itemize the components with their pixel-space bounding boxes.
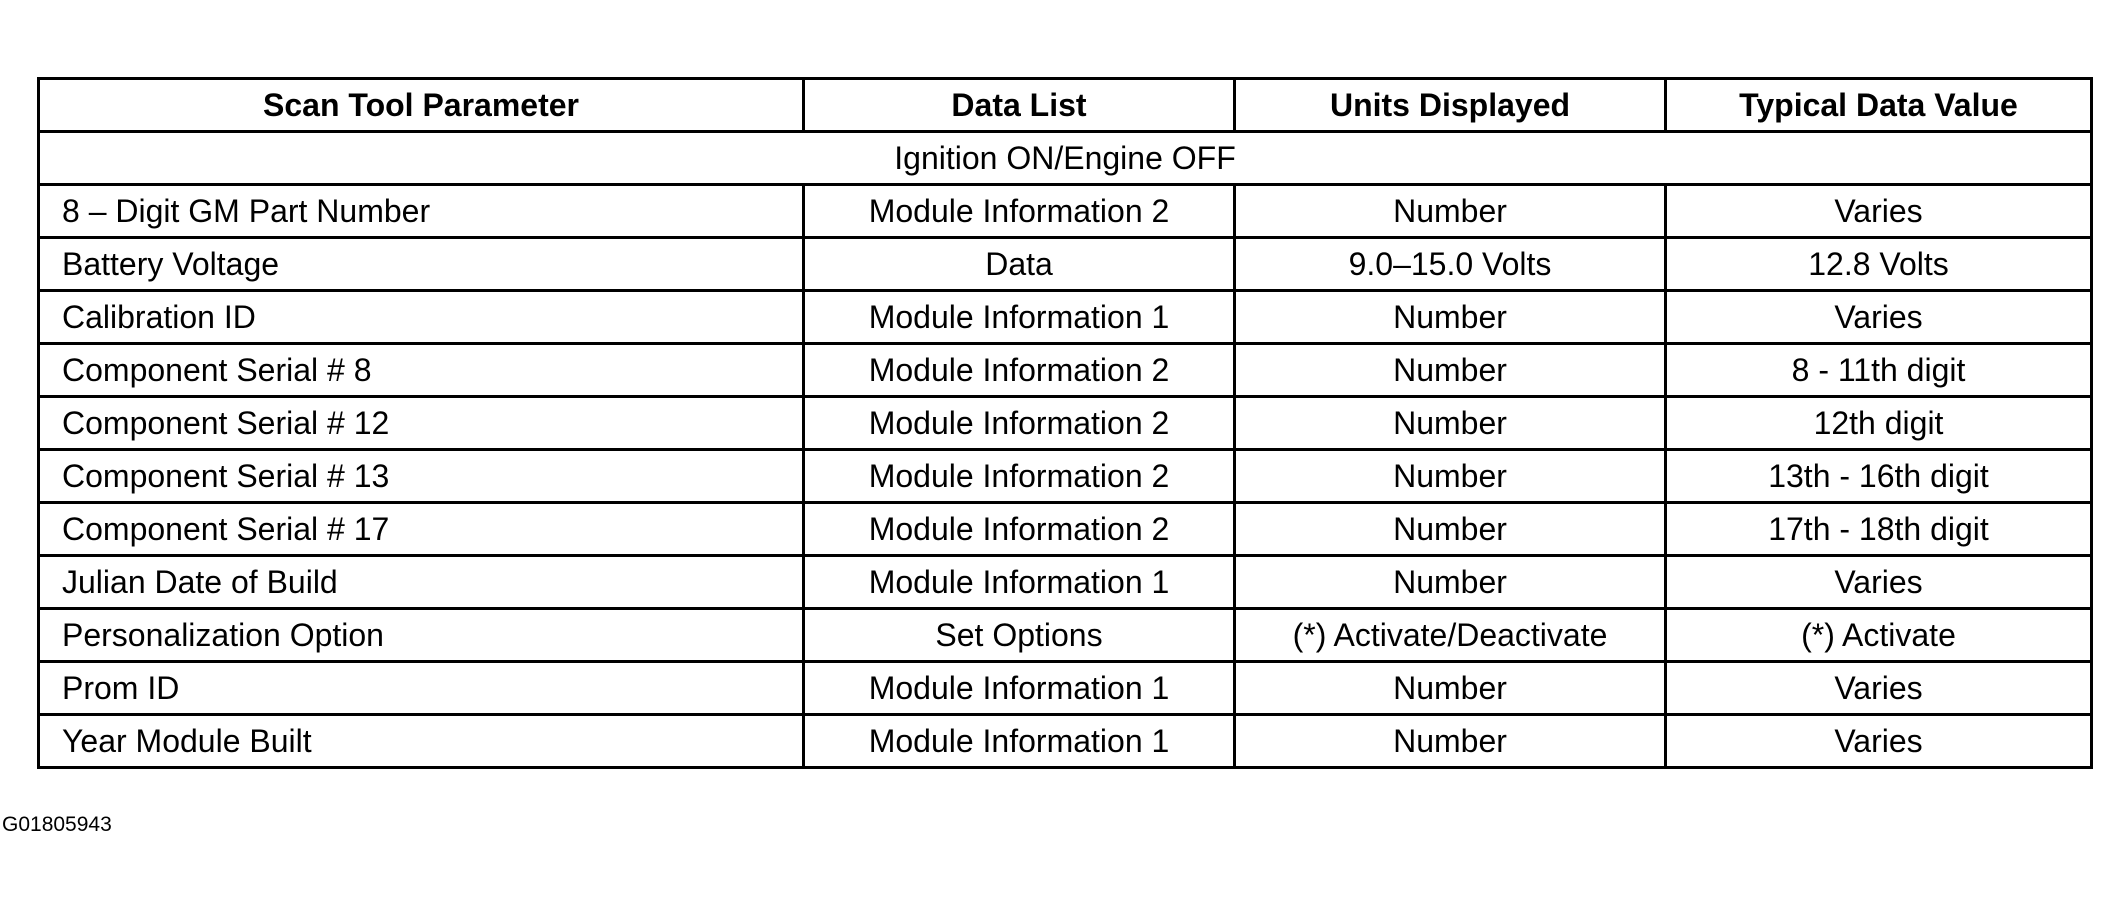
table-row <box>39 450 2092 503</box>
header-data-list: Data List <box>804 79 1235 132</box>
cell-scan-tool-parameter: Component Serial # 13 <box>39 450 804 503</box>
cell-units-displayed: Number <box>1235 185 1666 238</box>
header-scan-tool-parameter: Scan Tool Parameter <box>39 79 804 132</box>
cell-scan-tool-parameter: Calibration ID <box>39 291 804 344</box>
table-row <box>39 291 2092 344</box>
cell-units-displayed: Number <box>1235 503 1666 556</box>
cell-data-list: Module Information 2 <box>804 503 1235 556</box>
cell-units-displayed: Number <box>1235 662 1666 715</box>
cell-typical-data-value: 12th digit <box>1666 397 2092 450</box>
table-row <box>39 662 2092 715</box>
cell-scan-tool-parameter: Component Serial # 12 <box>39 397 804 450</box>
cell-typical-data-value: Varies <box>1666 715 2092 768</box>
table-row <box>39 238 2092 291</box>
cell-data-list: Module Information 2 <box>804 344 1235 397</box>
cell-data-list: Module Information 1 <box>804 291 1235 344</box>
cell-scan-tool-parameter: Personalization Option <box>39 609 804 662</box>
cell-typical-data-value: 17th - 18th digit <box>1666 503 2092 556</box>
section-label: Ignition ON/Engine OFF <box>39 132 2092 185</box>
cell-units-displayed: (*) Activate/Deactivate <box>1235 609 1666 662</box>
cell-data-list: Module Information 2 <box>804 450 1235 503</box>
cell-typical-data-value: (*) Activate <box>1666 609 2092 662</box>
cell-data-list: Data <box>804 238 1235 291</box>
cell-data-list: Module Information 2 <box>804 397 1235 450</box>
cell-units-displayed: Number <box>1235 450 1666 503</box>
cell-units-displayed: Number <box>1235 397 1666 450</box>
cell-units-displayed: Number <box>1235 291 1666 344</box>
table-row <box>39 397 2092 450</box>
cell-data-list: Module Information 1 <box>804 556 1235 609</box>
cell-typical-data-value: Varies <box>1666 185 2092 238</box>
cell-typical-data-value: 8 - 11th digit <box>1666 344 2092 397</box>
section-row <box>39 132 2092 185</box>
cell-scan-tool-parameter: Year Module Built <box>39 715 804 768</box>
table-row <box>39 503 2092 556</box>
scan-tool-data-table <box>37 77 2093 769</box>
cell-scan-tool-parameter: Julian Date of Build <box>39 556 804 609</box>
cell-scan-tool-parameter: Component Serial # 17 <box>39 503 804 556</box>
cell-typical-data-value: Varies <box>1666 662 2092 715</box>
cell-data-list: Module Information 2 <box>804 185 1235 238</box>
cell-typical-data-value: Varies <box>1666 291 2092 344</box>
table-body <box>39 132 2092 768</box>
table-row <box>39 556 2092 609</box>
cell-data-list: Module Information 1 <box>804 662 1235 715</box>
cell-units-displayed: Number <box>1235 715 1666 768</box>
cell-units-displayed: 9.0–15.0 Volts <box>1235 238 1666 291</box>
cell-scan-tool-parameter: Component Serial # 8 <box>39 344 804 397</box>
scan-tool-data-table-container <box>37 77 2090 769</box>
figure-id: G01805943 <box>2 813 112 836</box>
table-header-row <box>39 79 2092 132</box>
table-row <box>39 344 2092 397</box>
header-typical-data-value: Typical Data Value <box>1666 79 2092 132</box>
table-row <box>39 185 2092 238</box>
table-row <box>39 715 2092 768</box>
header-units-displayed: Units Displayed <box>1235 79 1666 132</box>
cell-typical-data-value: 12.8 Volts <box>1666 238 2092 291</box>
cell-units-displayed: Number <box>1235 344 1666 397</box>
cell-scan-tool-parameter: Battery Voltage <box>39 238 804 291</box>
cell-scan-tool-parameter: 8 – Digit GM Part Number <box>39 185 804 238</box>
cell-typical-data-value: Varies <box>1666 556 2092 609</box>
cell-units-displayed: Number <box>1235 556 1666 609</box>
cell-scan-tool-parameter: Prom ID <box>39 662 804 715</box>
cell-data-list: Set Options <box>804 609 1235 662</box>
cell-typical-data-value: 13th - 16th digit <box>1666 450 2092 503</box>
cell-data-list: Module Information 1 <box>804 715 1235 768</box>
table-row <box>39 609 2092 662</box>
